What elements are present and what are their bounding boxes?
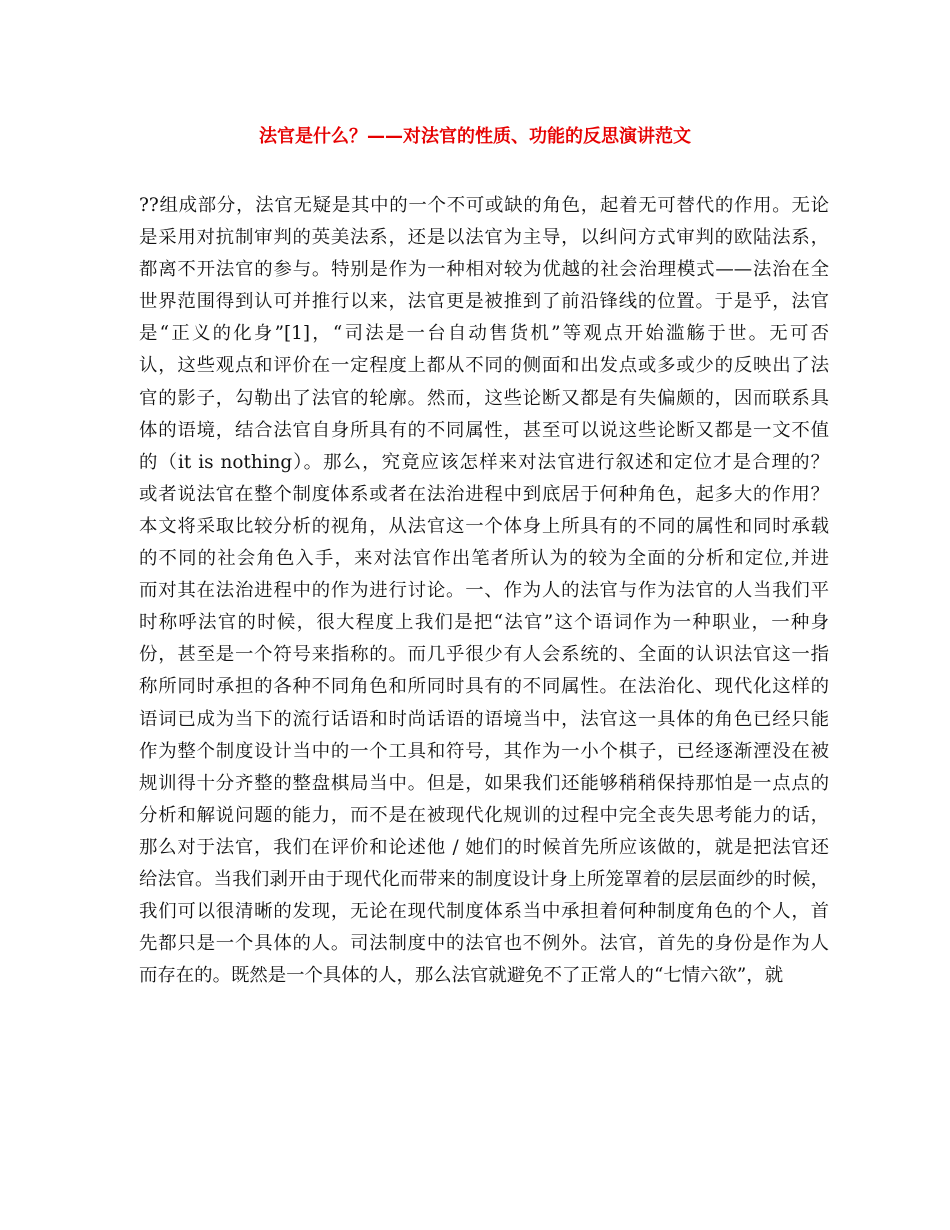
document-title: 法官是什么？——对法官的性质、功能的反思演讲范文: [259, 126, 691, 147]
body-line-16: 称所同时承担的各种不同角色和所同时具有的不同属性。在法治化、现代化这样的: [139, 676, 829, 698]
body-line-4: 世界范围得到认可并推行以来，法官更是被推到了前沿锋线的位置。于是乎，法官: [139, 291, 829, 313]
body-line-24: 先都只是一个具体的人。司法制度中的法官也不例外。法官，首先的身份是作为人: [139, 933, 829, 955]
body-line-18: 作为整个制度设计当中的一个工具和符号，其作为一小个棋子，已经逐渐湮没在被: [139, 740, 829, 762]
body-line-23: 我们可以很清晰的发现，无论在现代制度体系当中承担着何种制度角色的个人，首: [139, 901, 829, 923]
body-line-19: 规训得十分齐整的整盘棋局当中。但是，如果我们还能够稍稍保持那怕是一点点的: [139, 772, 829, 794]
body-line-7: 官的影子，勾勒出了法官的轮廓。然而，这些论断又都是有失偏颇的，因而联系具: [139, 387, 829, 409]
body-line-9: 的（it is nothing）。那么，究竟应该怎样来对法官进行叙述和定位才是合理的？: [139, 451, 829, 473]
body-line-6: 认，这些观点和评价在一定程度上都从不同的侧面和出发点或多或少的反映出了法: [139, 355, 829, 377]
body-line-20: 分析和解说问题的能力，而不是在被现代化规训的过程中完全丧失思考能力的话，: [139, 804, 829, 826]
body-line-10: 或者说法官在整个制度体系或者在法治进程中到底居于何种角色，起多大的作用？: [139, 483, 829, 505]
document-body: [139, 190, 829, 992]
body-line-15: 份，甚至是一个符号来指称的。而几乎很少有人会系统的、全面的认识法官这一指: [139, 644, 829, 666]
body-line-2: 是采用对抗制审判的英美法系，还是以法官为主导，以纠问方式审判的欧陆法系，: [139, 227, 829, 249]
body-line-17: 语词已成为当下的流行话语和时尚话语的语境当中，法官这一具体的角色已经只能: [139, 708, 829, 730]
body-line-25: 而存在的。既然是一个具体的人，那么法官就避免不了正常人的“七情六欲”，就: [139, 965, 784, 987]
body-line-22: 给法官。当我们剥开由于现代化而带来的制度设计身上所笼罩着的层层面纱的时候，: [139, 868, 829, 890]
body-line-21: 那么对于法官，我们在评价和论述他 / 她们的时候首先所应该做的，就是把法官还: [139, 836, 829, 858]
body-line-14: 时称呼法官的时候，很大程度上我们是把“法官”这个语词作为一种职业，一种身: [139, 612, 829, 634]
body-line-11: 本文将采取比较分析的视角，从法官这一个体身上所具有的不同的属性和同时承载: [139, 515, 829, 537]
body-line-13: 而对其在法治进程中的作为进行讨论。一、作为人的法官与作为法官的人当我们平: [139, 580, 829, 602]
body-line-8: 体的语境，结合法官自身所具有的不同属性，甚至可以说这些论断又都是一文不值: [139, 419, 829, 441]
body-line-12: 的不同的社会角色入手，来对法官作出笔者所认为的较为全面的分析和定位,并进: [139, 548, 829, 570]
body-line-1: ??组成部分，法官无疑是其中的一个不可或缺的角色，起着无可替代的作用。无论: [139, 195, 829, 216]
body-line-5: 是“正义的化身”[1]，“司法是一台自动售货机”等观点开始滥觞于世。无可否: [139, 323, 829, 345]
body-line-3: 都离不开法官的参与。特别是作为一种相对较为优越的社会治理模式——法治在全: [139, 259, 829, 281]
